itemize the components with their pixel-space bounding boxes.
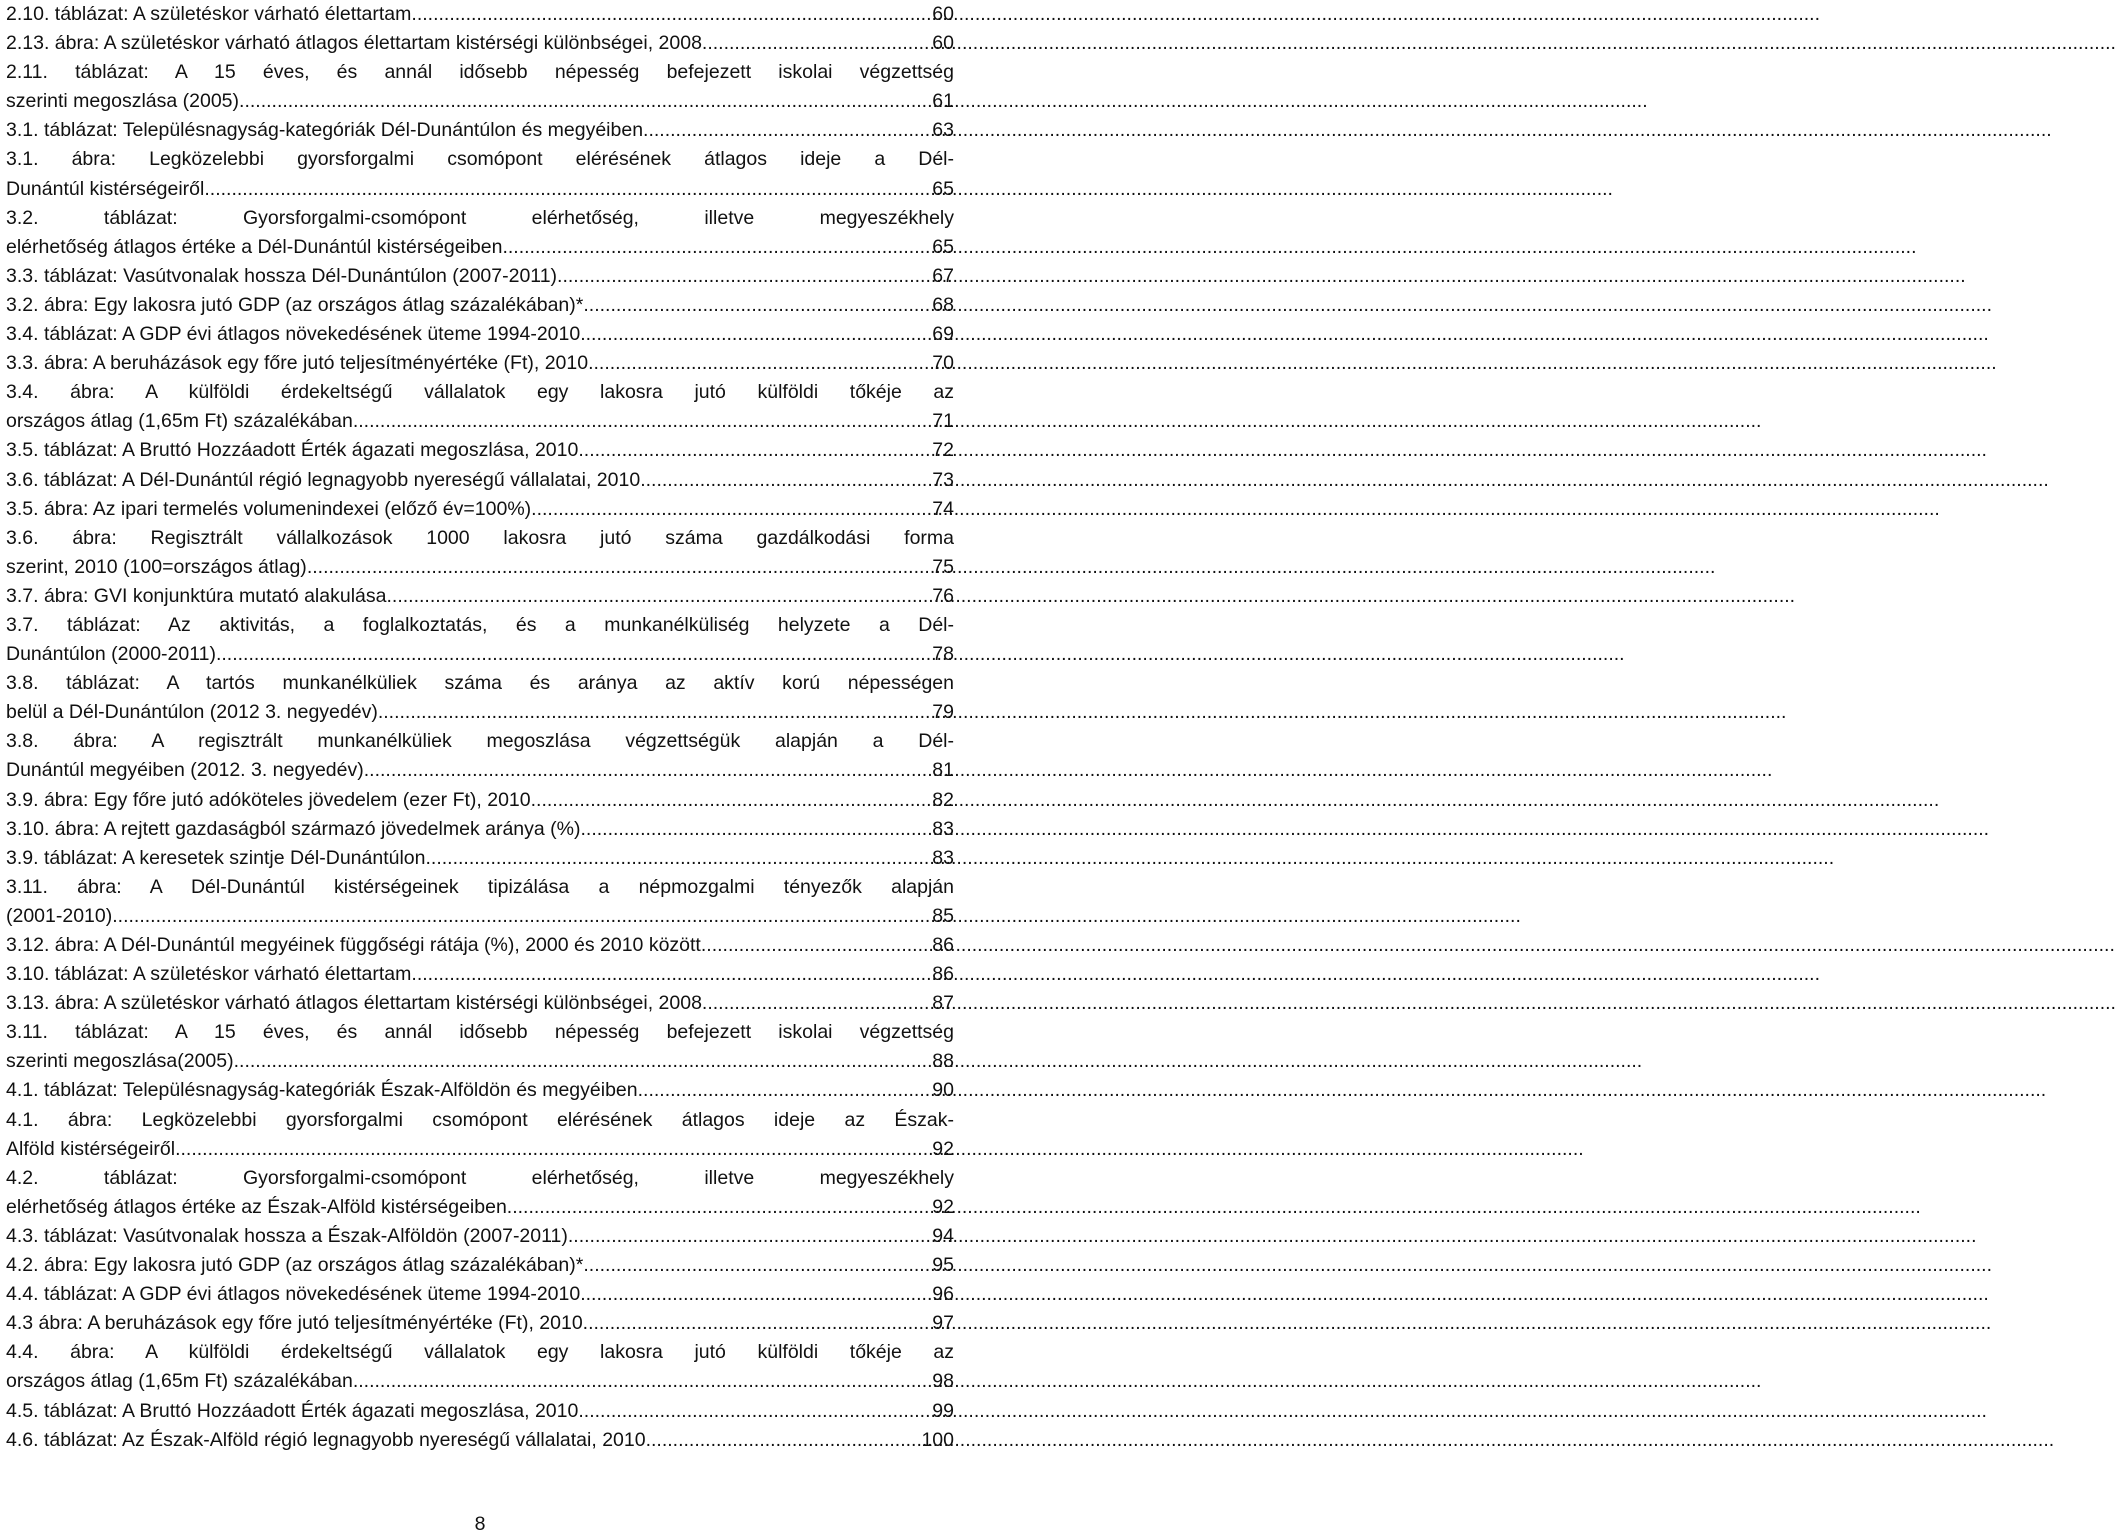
toc-entry-page-number: 78 <box>932 643 954 666</box>
toc-entry-page-number: 97 <box>932 1312 954 1335</box>
toc-entry-page-number: 83 <box>932 817 954 840</box>
toc-entry-title-line-2: Alföld kistérségeiről <box>6 1137 176 1160</box>
toc-entry[interactable] <box>6 844 954 873</box>
toc-entry[interactable] <box>6 611 954 669</box>
toc-entry[interactable] <box>6 436 954 465</box>
toc-entry-page-number: 67 <box>932 264 954 287</box>
toc-entry[interactable] <box>6 524 954 582</box>
dot-leader <box>378 698 930 727</box>
dot-leader <box>580 320 930 349</box>
toc-entry[interactable] <box>6 262 954 291</box>
toc-entry-page-number: 98 <box>932 1370 954 1393</box>
toc-entry-title: 2.10. táblázat: A születéskor várható élettartam <box>6 3 412 25</box>
dot-leader <box>557 262 930 291</box>
toc-entry-page-number: 83 <box>932 846 954 869</box>
toc-entry-page-number: 71 <box>932 410 954 433</box>
toc-entry-page-number: 72 <box>932 439 954 462</box>
toc-entry-title-line-2: (2001-2010) <box>6 904 113 927</box>
toc-entry-page-number: 92 <box>932 1137 954 1160</box>
toc-entry-title-line-2: belül a Dél-Dunántúlon (2012 3. negyedév) <box>6 701 378 724</box>
toc-entry-title-line-1: 3.8. ábra: A regisztrált munkanélküliek megoszlása végzettségük alapján a Dél- <box>6 730 954 753</box>
toc-entry-page-number: 82 <box>932 788 954 811</box>
toc-entry-page-number: 74 <box>932 497 954 520</box>
dot-leader <box>508 233 930 262</box>
toc-entry-page-number: 86 <box>932 934 954 956</box>
toc-entry[interactable] <box>6 1164 954 1222</box>
toc-entry-last-line <box>6 1047 954 1076</box>
toc-entry[interactable] <box>6 931 954 960</box>
toc-entry-last-line <box>6 233 954 262</box>
toc-entry-title-line-1: 2.11. táblázat: A 15 éves, és annál idősebb népesség befejezett iskolai végzettség <box>6 61 954 84</box>
dot-leader <box>353 1367 930 1396</box>
toc-entry-title: 3.1. táblázat: Településnagyság-kategóriák Dél-Dunántúlon és megyéiben <box>6 119 644 142</box>
toc-entry-page-number: 95 <box>932 1254 954 1277</box>
toc-entry-title-line-2: Dunántúl megyéiben (2012. 3. negyedév) <box>6 759 364 782</box>
dot-leader <box>386 582 930 611</box>
toc-entry-title-line-2: szerinti megoszlása (2005) <box>6 90 240 113</box>
toc-entry[interactable] <box>6 145 954 203</box>
toc-entry-last-line <box>6 553 954 582</box>
toc-entry-last-line <box>6 902 954 931</box>
dot-leader <box>411 960 930 989</box>
toc-entry-title-line-1: 3.7. táblázat: Az aktivitás, a foglalkoztatás, és a munkanélküliség helyzete a Dél- <box>6 613 954 636</box>
toc-entry-page-number: 75 <box>932 555 954 578</box>
toc-entry[interactable] <box>6 204 954 262</box>
toc-entry-page-number: 81 <box>932 759 954 782</box>
toc-entry-last-line <box>6 1367 954 1396</box>
toc-entry[interactable] <box>6 669 954 727</box>
page-number: 8 <box>474 1513 486 1535</box>
toc-entry-page-number: 60 <box>932 3 954 25</box>
dot-leader <box>531 786 931 815</box>
toc-entry[interactable] <box>6 29 954 58</box>
toc-entry-title-line-2: szerint, 2010 (100=országos átlag) <box>6 555 307 578</box>
toc-entry[interactable] <box>6 1076 954 1105</box>
toc-entry-page-number: 61 <box>932 90 954 113</box>
toc-entry-title: 3.7. ábra: GVI konjunktúra mutató alakulása <box>6 584 387 607</box>
dot-leader <box>239 87 930 116</box>
dot-leader <box>531 495 930 524</box>
toc-entry-page-number: 87 <box>932 992 954 1015</box>
table-of-figures-list <box>6 0 954 1455</box>
toc-entry[interactable] <box>6 1309 954 1338</box>
toc-entry-title: 4.2. ábra: Egy lakosra jutó GDP (az országos átlag százalékában)* <box>6 1254 584 1277</box>
toc-entry-title-line-1: 3.8. táblázat: A tartós munkanélküliek száma és aránya az aktív korú népességen <box>6 672 954 695</box>
toc-entry-last-line <box>6 87 954 116</box>
toc-entry-page-number: 88 <box>932 1050 954 1073</box>
toc-entry-page-number: 90 <box>932 1079 954 1102</box>
toc-entry-title-line-2: Dunántúl kistérségeiről <box>6 177 205 200</box>
dot-leader <box>578 436 930 465</box>
dot-leader <box>646 1426 920 1455</box>
toc-entry-title: 3.10. ábra: A rejtett gazdaságból származó jövedelmek aránya (%) <box>6 817 581 840</box>
toc-page <box>6 0 954 1455</box>
toc-entry-page-number: 94 <box>932 1224 954 1247</box>
dot-leader <box>640 466 930 495</box>
toc-entry-page-number: 79 <box>932 701 954 724</box>
toc-entry-page-number: 65 <box>932 235 954 258</box>
toc-entry-last-line <box>6 1135 954 1164</box>
toc-entry[interactable] <box>6 1426 954 1455</box>
dot-leader <box>512 1193 930 1222</box>
dot-leader <box>707 989 930 1018</box>
toc-entry-title: 3.9. ábra: Egy főre jutó adóköteles jövedelem (ezer Ft), 2010 <box>6 788 531 811</box>
dot-leader <box>234 1047 931 1076</box>
toc-entry-title-line-1: 3.2. táblázat: Gyorsforgalmi-csomópont elérhetőség, illetve megyeszékhely <box>6 206 954 229</box>
toc-entry-title: 4.1. táblázat: Településnagyság-kategóriák Észak-Alföldön és megyéiben <box>6 1079 638 1102</box>
toc-entry-title-line-1: 4.4. ábra: A külföldi érdekeltségű vállalatok egy lakosra jutó külföldi tőkéje az <box>6 1341 954 1364</box>
toc-entry-title-line-1: 4.2. táblázat: Gyorsforgalmi-csomópont elérhetőség, illetve megyeszékhely <box>6 1166 954 1189</box>
toc-entry-title: 3.6. táblázat: A Dél-Dunántúl régió legnagyobb nyereségű vállalatai, 2010 <box>6 468 641 491</box>
toc-entry-page-number: 86 <box>932 963 954 986</box>
toc-entry[interactable] <box>6 1251 954 1280</box>
toc-entry-last-line <box>6 698 954 727</box>
toc-entry-page-number: 68 <box>932 293 954 316</box>
toc-entry-title-line-1: 3.4. ábra: A külföldi érdekeltségű vállalatok egy lakosra jutó külföldi tőkéje az <box>6 381 954 404</box>
toc-entry[interactable] <box>6 786 954 815</box>
toc-entry-title: 3.5. táblázat: A Bruttó Hozzáadott Érték ágazati megoszlása, 2010 <box>6 439 579 462</box>
dot-leader <box>175 1135 930 1164</box>
dot-leader <box>583 1309 931 1338</box>
dot-leader <box>583 291 930 320</box>
toc-entry-page-number: 69 <box>932 323 954 346</box>
toc-entry[interactable] <box>6 58 954 116</box>
toc-entry-page-number: 85 <box>932 904 954 927</box>
dot-leader <box>578 1397 930 1426</box>
toc-entry-title-line-1: 3.6. ábra: Regisztrált vállalkozások 1000 lakosra jutó száma gazdálkodási forma <box>6 526 954 549</box>
toc-entry[interactable] <box>6 1397 954 1426</box>
toc-entry-title: 4.4. táblázat: A GDP évi átlagos növekedésének üteme 1994-2010 <box>6 1283 581 1306</box>
dot-leader <box>583 1251 930 1280</box>
toc-entry-title-line-2: országos átlag (1,65m Ft) százalékában <box>6 1370 353 1393</box>
toc-entry-title-line-1: 4.1. ábra: Legközelebbi gyorsforgalmi csomópont elérésének átlagos ideje az Észak- <box>6 1108 954 1131</box>
dot-leader <box>580 815 930 844</box>
toc-entry[interactable] <box>6 495 954 524</box>
dot-leader <box>588 349 930 378</box>
toc-entry-title: 3.5. ábra: Az ipari termelés volumenindexei (előző év=100%) <box>6 497 532 520</box>
toc-entry-title: 3.2. ábra: Egy lakosra jutó GDP (az országos átlag százalékában)* <box>6 293 584 316</box>
dot-leader <box>643 116 930 145</box>
toc-entry[interactable] <box>6 291 954 320</box>
toc-entry-title-line-2: elérhetőség átlagos értéke az Észak-Alföld kistérségeiben. <box>6 1195 513 1218</box>
dot-leader <box>216 640 930 669</box>
toc-entry[interactable] <box>6 1106 954 1164</box>
toc-entry-title-line-2: Dunántúlon (2000-2011) <box>6 643 216 666</box>
toc-entry[interactable] <box>6 727 954 785</box>
dot-leader <box>426 844 931 873</box>
toc-entry[interactable] <box>6 378 954 436</box>
toc-entry-title: 4.5. táblázat: A Bruttó Hozzáadott Érték ágazati megoszlása, 2010 <box>6 1399 579 1422</box>
dot-leader <box>353 407 930 436</box>
toc-entry-title: 4.3. táblázat: Vasútvonalak hossza a Észak-Alföldön (2007-2011) <box>6 1224 568 1247</box>
toc-entry[interactable] <box>6 873 954 931</box>
toc-entry-page-number: 60 <box>932 32 954 55</box>
dot-leader <box>411 0 930 29</box>
toc-entry-title: 3.9. táblázat: A keresetek szintje Dél-Dunántúlon <box>6 846 426 869</box>
toc-entry-page-number: 100 <box>921 1428 954 1451</box>
toc-entry-title-line-1: 3.1. ábra: Legközelebbi gyorsforgalmi csomópont elérésének átlagos ideje a Dél- <box>6 148 954 171</box>
toc-entry[interactable] <box>6 1222 954 1251</box>
toc-entry-title-line-1: 3.11. ábra: A Dél-Dunántúl kistérségeinek tipizálása a népmozgalmi tényezők alapján <box>6 875 954 898</box>
toc-entry-title: 2.13. ábra: A születéskor várható átlagos élettartam kistérségi különbségei, 2008. <box>6 32 708 55</box>
toc-entry[interactable] <box>6 582 954 611</box>
toc-entry[interactable] <box>6 466 954 495</box>
toc-entry[interactable] <box>6 1280 954 1309</box>
toc-entry-title: 3.3. táblázat: Vasútvonalak hossza Dél-Dunántúlon (2007-2011) <box>6 264 558 287</box>
toc-entry-title: 3.4. táblázat: A GDP évi átlagos növekedésének üteme 1994-2010 <box>6 323 581 346</box>
toc-entry-last-line <box>6 175 954 204</box>
toc-entry-page-number: 96 <box>932 1283 954 1306</box>
toc-entry-page-number: 99 <box>932 1399 954 1422</box>
toc-entry[interactable] <box>6 1338 954 1396</box>
toc-entry[interactable] <box>6 0 954 29</box>
toc-entry-last-line <box>6 407 954 436</box>
dot-leader <box>364 756 931 785</box>
toc-entry[interactable] <box>6 349 954 378</box>
toc-entry-title: 3.10. táblázat: A születéskor várható élettartam <box>6 963 412 986</box>
toc-entry-title: 3.12. ábra: A Dél-Dunántúl megyéinek függőségi rátája (%), 2000 és 2010 között. <box>6 934 707 956</box>
toc-entry[interactable] <box>6 1018 954 1076</box>
toc-entry-title: 3.3. ábra: A beruházások egy főre jutó teljesítményértéke (Ft), 2010 <box>6 352 589 375</box>
toc-entry-title-line-2: országos átlag (1,65m Ft) százalékában <box>6 410 353 433</box>
dot-leader <box>638 1076 931 1105</box>
toc-entry[interactable] <box>6 960 954 989</box>
dot-leader <box>307 553 930 582</box>
toc-entry-title: 3.13. ábra: A születéskor várható átlagos élettartam kistérségi különbségei, 2008. <box>6 992 708 1015</box>
toc-entry-page-number: 73 <box>932 468 954 491</box>
toc-entry-page-number: 63 <box>932 119 954 142</box>
dot-leader <box>568 1222 930 1251</box>
dot-leader <box>706 931 930 960</box>
toc-entry-page-number: 76 <box>932 584 954 607</box>
dot-leader <box>707 29 930 58</box>
toc-entry-title-line-1: 3.11. táblázat: A 15 éves, és annál idősebb népesség befejezett iskolai végzettség <box>6 1021 954 1044</box>
toc-entry-page-number: 70 <box>932 352 954 375</box>
toc-entry-last-line <box>6 640 954 669</box>
toc-entry-last-line <box>6 1193 954 1222</box>
toc-entry-title-line-2: szerinti megoszlása(2005) <box>6 1050 234 1073</box>
dot-leader <box>204 175 930 204</box>
toc-entry-last-line <box>6 756 954 785</box>
toc-entry-title: 4.3 ábra: A beruházások egy főre jutó teljesítményértéke (Ft), 2010 <box>6 1312 583 1335</box>
toc-entry-page-number: 65 <box>932 177 954 200</box>
toc-entry-title: 4.6. táblázat: Az Észak-Alföld régió legnagyobb nyereségű vállalatai, 2010 <box>6 1428 646 1451</box>
toc-entry[interactable] <box>6 116 954 145</box>
toc-entry[interactable] <box>6 815 954 844</box>
toc-entry[interactable] <box>6 320 954 349</box>
toc-entry-page-number: 92 <box>932 1195 954 1218</box>
toc-entry-title-line-2: elérhetőség átlagos értéke a Dél-Dunántúl kistérségeiben. <box>6 235 508 258</box>
dot-leader <box>112 902 930 931</box>
toc-entry[interactable] <box>6 989 954 1018</box>
dot-leader <box>580 1280 930 1309</box>
